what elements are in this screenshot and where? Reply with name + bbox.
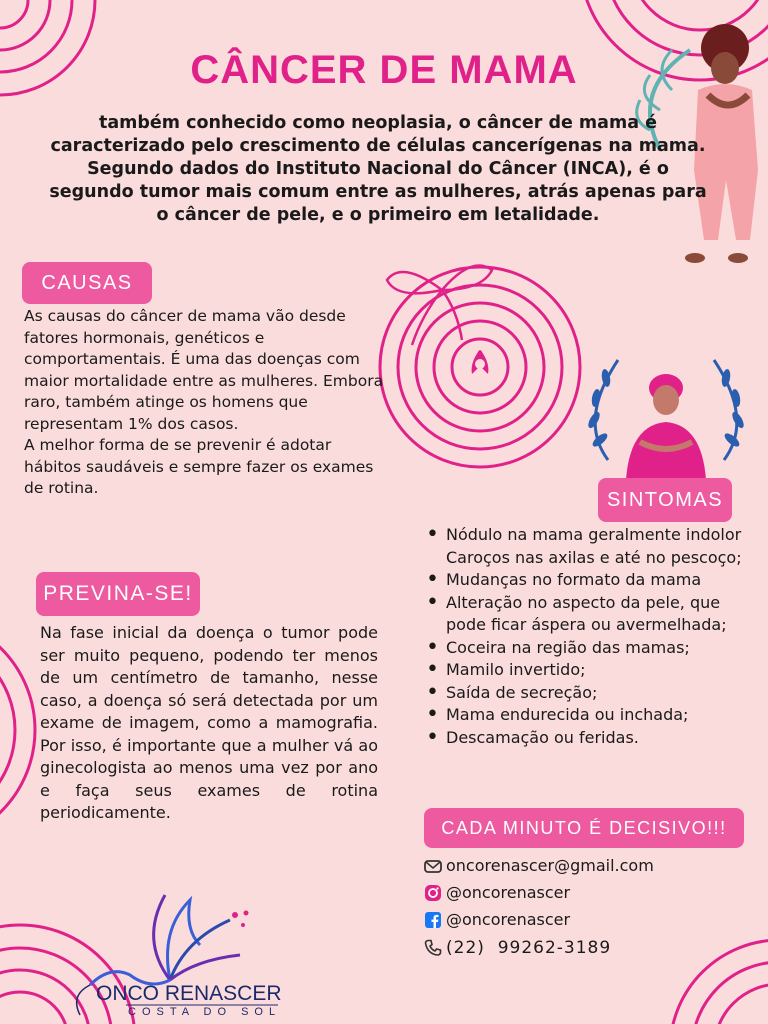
email-text: oncorenascer@gmail.com — [446, 856, 654, 875]
previna-text: Na fase inicial da doença o tumor pode ser muito pequeno, podendo ter menos de um centímetro de tamanho, nesse caso, a doença só será detectada por um exame de imagem, como a mamografia. Por isso, é importante que a mulher vá ao ginecologista ao menos uma vez por ano e faça seus exames de rotina periodicamente. — [40, 623, 378, 822]
facebook-icon — [424, 911, 442, 929]
decorative-circles-bottom-right — [640, 930, 768, 1024]
logo-name: ONCO RENASCER — [96, 982, 282, 1005]
phone-text: (22) 99262-3189 — [446, 938, 612, 958]
previna-label: PREVINA-SE! — [36, 572, 200, 616]
sintomas-label: SINTOMAS — [598, 478, 732, 522]
list-item: • Saída de secreção; — [424, 682, 764, 705]
list-item: • Mudanças no formato da mama — [424, 569, 764, 592]
contact-instagram[interactable] — [424, 883, 570, 902]
facebook-text: @oncorenascer — [446, 910, 571, 929]
list-item: • Mama endurecida ou inchada; — [424, 704, 764, 727]
list-item: • Alteração no aspecto da pele, que pode ficar áspera ou avermelhada; — [424, 592, 764, 637]
contact-phone[interactable] — [424, 938, 611, 958]
instagram-icon — [424, 884, 442, 902]
logo-subtitle: COSTA DO SOL — [128, 1006, 282, 1018]
laurel-woman-illustration — [578, 350, 754, 480]
ribbon-icon — [472, 350, 489, 374]
causas-label: CAUSAS — [22, 262, 152, 304]
list-item: • Nódulo na mama geralmente indolor Caroços nas axilas e até no pescoço; — [424, 524, 764, 569]
ribbon-target-graphic — [380, 262, 600, 482]
phone-icon — [424, 939, 442, 957]
contact-email[interactable] — [424, 856, 654, 875]
list-item: • Coceira na região das mamas; — [424, 637, 764, 660]
email-icon — [424, 857, 442, 875]
causas-text: As causas do câncer de mama vão desde fatores hormonais, genéticos e comportamentais. É uma das doenças com maior mortalidade entre as mulheres. Embora raro, também atinge os homens que representam 1% dos casos. A melhor forma de se prevenir é adotar hábitos saudáveis e sempre fazer os exames de rotina. — [24, 307, 384, 497]
intro-paragraph: também conhecido como neoplasia, o câncer de mama é caracterizado pelo crescimento de células cancerígenas na mama. Segundo dados do Instituto Nacional do Câncer (INCA), é o segundo tumor mais comum entre as mulheres, atrás apenas para o câncer de pele, e o primeiro em letalidade. — [49, 113, 707, 225]
list-item: • Descamação ou feridas. — [424, 727, 764, 750]
contact-facebook[interactable] — [424, 910, 570, 929]
instagram-text: @oncorenascer — [446, 883, 571, 902]
sintomas-list — [424, 524, 764, 749]
decorative-circles-left-middle — [0, 600, 40, 860]
list-item: • Mamilo invertido; — [424, 659, 764, 682]
cada-minuto-banner: CADA MINUTO É DECISIVO!!! — [424, 808, 744, 848]
page-title: CÂNCER DE MAMA — [190, 48, 578, 92]
